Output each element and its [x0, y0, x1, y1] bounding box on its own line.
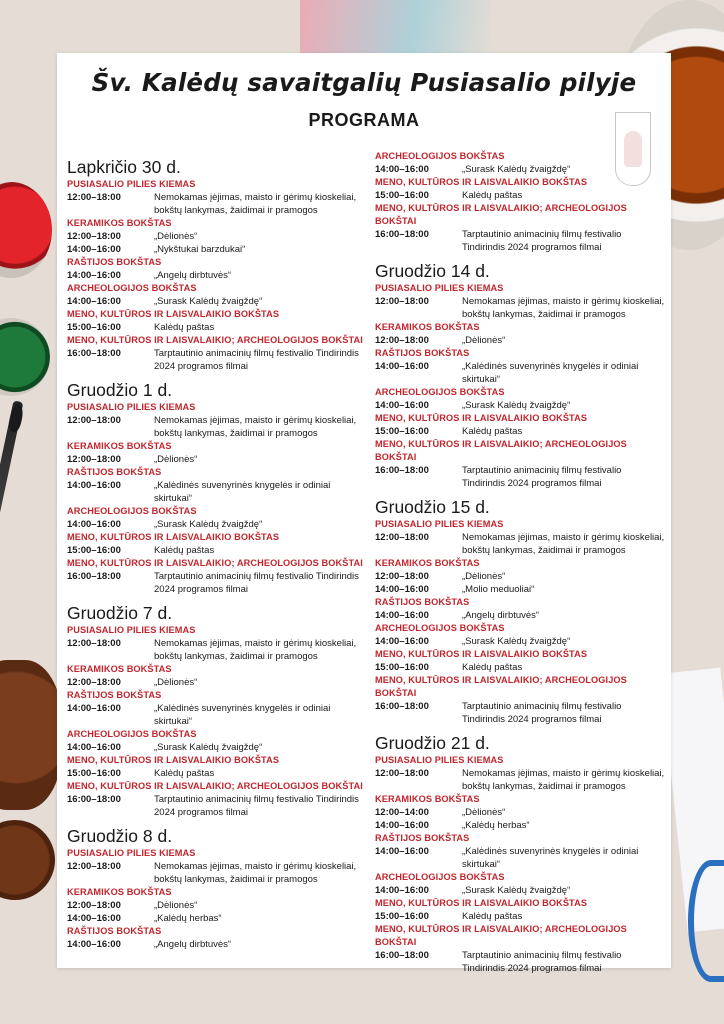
location-heading: KERAMIKOS BOKŠTAS	[375, 322, 480, 332]
event-time: 14:00–16:00	[67, 742, 121, 753]
event-description: Kalėdų paštas	[154, 322, 215, 333]
event-time: 12:00–18:00	[67, 231, 121, 242]
event-description: „Nykštukai barzdukai“	[154, 244, 246, 255]
event-time: 14:00–16:00	[375, 400, 429, 411]
event-row	[375, 635, 665, 648]
event-description: Kalėdų paštas	[154, 545, 215, 556]
event-description: Nemokamas įėjimas, maisto ir gėrimų kioskeliai, bokštų lankymas, žaidimai ir pramogos	[154, 192, 357, 216]
event-time: 16:00–18:00	[67, 571, 121, 582]
event-row	[375, 700, 665, 726]
event-time: 14:00–16:00	[375, 361, 429, 372]
event-description: Kalėdų paštas	[154, 768, 215, 779]
day-title: Gruodžio 14 d.	[375, 261, 490, 281]
page-subtitle: PROGRAMA	[308, 110, 420, 130]
location-heading: KERAMIKOS BOKŠTAS	[67, 218, 172, 228]
day-title: Gruodžio 15 d.	[375, 497, 490, 517]
event-row	[67, 860, 367, 886]
schedule-column-right	[375, 150, 665, 975]
day-block	[375, 260, 665, 490]
event-row	[67, 702, 367, 728]
green-paint-pot-decoration	[0, 318, 50, 396]
location-heading: KERAMIKOS BOKŠTAS	[375, 558, 480, 568]
event-row	[67, 295, 367, 308]
event-row	[375, 884, 665, 897]
event-time: 14:00–16:00	[67, 703, 121, 714]
event-time: 16:00–18:00	[375, 701, 429, 712]
event-time: 14:00–16:00	[375, 584, 429, 595]
event-description: „Kalėdinės suvenyrinės knygelės ir odiniai skirtukai“	[462, 846, 639, 870]
event-row	[67, 414, 367, 440]
location-heading: PUSIASALIO PILIES KIEMAS	[67, 848, 196, 858]
event-row	[67, 767, 367, 780]
event-row	[67, 912, 367, 925]
event-row	[67, 230, 367, 243]
event-description: „Kalėdinės suvenyrinės knygelės ir odiniai skirtukai“	[154, 480, 331, 504]
event-row	[67, 518, 367, 531]
event-time: 15:00–16:00	[375, 911, 429, 922]
location-heading: MENO, KULTŪROS IR LAISVALAIKIO BOKŠTAS	[375, 413, 588, 423]
event-description: „Surask Kalėdų žvaigždę“	[462, 636, 571, 647]
event-row	[375, 295, 665, 321]
event-time: 14:00–16:00	[375, 164, 429, 175]
event-row	[67, 347, 367, 373]
location-heading: MENO, KULTŪROS IR LAISVALAIKIO; ARCHEOLOGIJOS BOKŠTAI	[375, 439, 627, 462]
event-row	[375, 425, 665, 438]
event-time: 12:00–18:00	[67, 900, 121, 911]
event-description: „Dėlionės“	[154, 231, 198, 242]
event-description: „Dėlionės“	[154, 900, 198, 911]
event-time: 15:00–16:00	[375, 190, 429, 201]
event-time: 14:00–16:00	[375, 846, 429, 857]
location-heading: MENO, KULTŪROS IR LAISVALAIKIO BOKŠTAS	[67, 755, 280, 765]
location-heading: MENO, KULTŪROS IR LAISVALAIKIO BOKŠTAS	[375, 898, 588, 908]
location-heading: RAŠTIJOS BOKŠTAS	[375, 348, 470, 358]
event-description: „Angelų dirbtuvės“	[154, 270, 232, 281]
event-row	[375, 845, 665, 871]
event-time: 15:00–16:00	[375, 662, 429, 673]
day-title: Gruodžio 8 d.	[67, 826, 173, 846]
location-heading: PUSIASALIO PILIES KIEMAS	[375, 519, 504, 529]
event-row	[67, 899, 367, 912]
event-time: 12:00–18:00	[67, 415, 121, 426]
event-description: „Surask Kalėdų žvaigždę“	[154, 519, 263, 530]
event-time: 16:00–18:00	[375, 465, 429, 476]
day-title: Gruodžio 7 d.	[67, 603, 173, 623]
event-description: „Kalėdinės suvenyrinės knygelės ir odiniai skirtukai“	[154, 703, 331, 727]
event-time: 14:00–16:00	[375, 610, 429, 621]
event-row	[375, 531, 665, 557]
day-title: Gruodžio 21 d.	[375, 733, 490, 753]
event-row	[67, 570, 367, 596]
event-description: Nemokamas įėjimas, maisto ir gėrimų kioskeliai, bokštų lankymas, žaidimai ir pramogos	[462, 768, 665, 792]
location-heading: RAŠTIJOS BOKŠTAS	[67, 690, 162, 700]
event-time: 14:00–16:00	[67, 270, 121, 281]
location-heading: MENO, KULTŪROS IR LAISVALAIKIO; ARCHEOLOGIJOS BOKŠTAI	[67, 558, 363, 568]
event-description: „Angelų dirbtuvės“	[154, 939, 232, 950]
event-description: „Surask Kalėdų žvaigždę“	[462, 885, 571, 896]
location-heading: PUSIASALIO PILIES KIEMAS	[67, 179, 196, 189]
scissors-decoration	[688, 860, 724, 982]
location-heading: MENO, KULTŪROS IR LAISVALAIKIO; ARCHEOLOGIJOS BOKŠTAI	[67, 781, 363, 791]
location-heading: RAŠTIJOS BOKŠTAS	[375, 597, 470, 607]
event-description: Nemokamas įėjimas, maisto ir gėrimų kioskeliai, bokštų lankymas, žaidimai ir pramogos	[462, 296, 665, 320]
schedule-column-left	[67, 150, 367, 951]
day-title: Lapkričio 30 d.	[67, 157, 181, 177]
event-time: 12:00–18:00	[67, 454, 121, 465]
event-description: „Molio meduoliai“	[462, 584, 535, 595]
event-description: Nemokamas įėjimas, maisto ir gėrimų kioskeliai, bokštų lankymas, žaidimai ir pramogos	[462, 532, 665, 556]
event-row	[375, 334, 665, 347]
event-time: 12:00–18:00	[375, 296, 429, 307]
event-description: Tarptautinio animacinių filmų festivalio Tindirindis 2024 programos filmai	[462, 465, 622, 489]
location-heading: RAŠTIJOS BOKŠTAS	[375, 833, 470, 843]
event-description: „Surask Kalėdų žvaigždę“	[154, 742, 263, 753]
location-heading: MENO, KULTŪROS IR LAISVALAIKIO BOKŠTAS	[375, 177, 588, 187]
event-row	[375, 767, 665, 793]
location-heading: MENO, KULTŪROS IR LAISVALAIKIO; ARCHEOLOGIJOS BOKŠTAI	[67, 335, 363, 345]
location-heading: MENO, KULTŪROS IR LAISVALAIKIO; ARCHEOLOGIJOS BOKŠTAI	[375, 203, 627, 226]
location-heading: KERAMIKOS BOKŠTAS	[67, 887, 172, 897]
location-heading: RAŠTIJOS BOKŠTAS	[67, 467, 162, 477]
event-row	[375, 819, 665, 832]
event-description: „Kalėdinės suvenyrinės knygelės ir odiniai skirtukai“	[462, 361, 639, 385]
location-heading: ARCHEOLOGIJOS BOKŠTAS	[375, 387, 505, 397]
day-title: Gruodžio 1 d.	[67, 380, 173, 400]
location-heading: PUSIASALIO PILIES KIEMAS	[67, 402, 196, 412]
location-heading: MENO, KULTŪROS IR LAISVALAIKIO BOKŠTAS	[67, 532, 280, 542]
event-row	[67, 544, 367, 557]
location-heading: ARCHEOLOGIJOS BOKŠTAS	[375, 872, 505, 882]
event-description: Kalėdų paštas	[462, 662, 523, 673]
location-heading: RAŠTIJOS BOKŠTAS	[67, 257, 162, 267]
event-time: 12:00–18:00	[67, 192, 121, 203]
event-description: „Dėlionės“	[462, 807, 506, 818]
event-time: 16:00–18:00	[67, 794, 121, 805]
event-time: 15:00–16:00	[67, 768, 121, 779]
event-time: 15:00–16:00	[67, 322, 121, 333]
event-description: Tarptautinio animacinių filmų festivalio Tindirindis 2024 programos filmai	[462, 950, 622, 974]
event-description: Kalėdų paštas	[462, 190, 523, 201]
location-heading: MENO, KULTŪROS IR LAISVALAIKIO; ARCHEOLOGIJOS BOKŠTAI	[375, 924, 627, 947]
event-row	[67, 243, 367, 256]
event-time: 14:00–16:00	[67, 913, 121, 924]
location-heading: PUSIASALIO PILIES KIEMAS	[375, 755, 504, 765]
location-heading: RAŠTIJOS BOKŠTAS	[67, 926, 162, 936]
event-time: 12:00–18:00	[67, 861, 121, 872]
location-heading: KERAMIKOS BOKŠTAS	[375, 794, 480, 804]
event-description: „Kalėdų herbas“	[154, 913, 222, 924]
location-heading: ARCHEOLOGIJOS BOKŠTAS	[67, 506, 197, 516]
event-description: „Kalėdų herbas“	[462, 820, 530, 831]
event-row	[375, 228, 665, 254]
event-row	[67, 191, 367, 217]
location-heading: PUSIASALIO PILIES KIEMAS	[67, 625, 196, 635]
pastel-swatch-decoration	[300, 0, 490, 55]
event-row	[375, 806, 665, 819]
location-heading: ARCHEOLOGIJOS BOKŠTAS	[67, 283, 197, 293]
event-time: 16:00–18:00	[67, 348, 121, 359]
event-description: „Dėlionės“	[462, 571, 506, 582]
event-time: 12:00–18:00	[375, 571, 429, 582]
gingerbread-cookie-decoration	[0, 660, 62, 810]
location-heading: MENO, KULTŪROS IR LAISVALAIKIO BOKŠTAS	[375, 649, 588, 659]
day-block	[67, 156, 367, 373]
event-time: 12:00–18:00	[375, 532, 429, 543]
day-block	[67, 602, 367, 819]
event-row	[375, 163, 665, 176]
page-title: Šv. Kalėdų savaitgalių Pusiasalio pilyje	[91, 68, 637, 97]
event-row	[375, 910, 665, 923]
event-row	[375, 583, 665, 596]
location-heading: MENO, KULTŪROS IR LAISVALAIKIO; ARCHEOLOGIJOS BOKŠTAI	[375, 675, 627, 698]
event-row	[67, 637, 367, 663]
event-description: „Surask Kalėdų žvaigždę“	[154, 296, 263, 307]
location-heading: KERAMIKOS BOKŠTAS	[67, 441, 172, 451]
location-heading: ARCHEOLOGIJOS BOKŠTAS	[67, 729, 197, 739]
location-heading: ARCHEOLOGIJOS BOKŠTAS	[375, 623, 505, 633]
event-description: „Dėlionės“	[154, 454, 198, 465]
event-time: 12:00–14:00	[375, 807, 429, 818]
red-paint-pot-decoration	[0, 182, 52, 278]
event-time: 12:00–18:00	[375, 335, 429, 346]
event-row	[67, 676, 367, 689]
event-row	[375, 661, 665, 674]
day-block	[375, 496, 665, 726]
event-description: Tarptautinio animacinių filmų festivalio Tindirindis 2024 programos filmai	[462, 229, 622, 253]
event-time: 14:00–16:00	[67, 480, 121, 491]
event-row	[375, 570, 665, 583]
event-time: 14:00–16:00	[375, 885, 429, 896]
event-time: 12:00–18:00	[67, 677, 121, 688]
event-description: Kalėdų paštas	[462, 911, 523, 922]
day-block	[375, 150, 665, 254]
event-row	[67, 479, 367, 505]
event-time: 12:00–18:00	[375, 768, 429, 779]
event-description: „Surask Kalėdų žvaigždę“	[462, 164, 571, 175]
event-description: Nemokamas įėjimas, maisto ir gėrimų kioskeliai, bokštų lankymas, žaidimai ir pramogos	[154, 861, 357, 885]
event-row	[375, 949, 665, 975]
day-block	[375, 732, 665, 975]
event-description: „Dėlionės“	[154, 677, 198, 688]
event-time: 14:00–16:00	[375, 636, 429, 647]
day-block	[67, 825, 367, 951]
location-heading: ARCHEOLOGIJOS BOKŠTAS	[375, 151, 505, 161]
event-row	[67, 321, 367, 334]
location-heading: MENO, KULTŪROS IR LAISVALAIKIO BOKŠTAS	[67, 309, 280, 319]
event-time: 14:00–16:00	[67, 296, 121, 307]
location-heading: PUSIASALIO PILIES KIEMAS	[375, 283, 504, 293]
event-row	[67, 741, 367, 754]
event-row	[375, 399, 665, 412]
event-description: Nemokamas įėjimas, maisto ir gėrimų kioskeliai, bokštų lankymas, žaidimai ir pramogos	[154, 638, 357, 662]
event-row	[67, 938, 367, 951]
event-description: Tarptautinio animacinių filmų festivalio Tindirindis 2024 programos filmai	[462, 701, 622, 725]
event-description: Nemokamas įėjimas, maisto ir gėrimų kioskeliai, bokštų lankymas, žaidimai ir pramogos	[154, 415, 357, 439]
event-row	[67, 453, 367, 466]
event-description: „Surask Kalėdų žvaigždę“	[462, 400, 571, 411]
event-row	[375, 609, 665, 622]
location-heading: KERAMIKOS BOKŠTAS	[67, 664, 172, 674]
event-time: 14:00–16:00	[67, 519, 121, 530]
event-row	[375, 189, 665, 202]
event-time: 14:00–16:00	[375, 820, 429, 831]
event-row	[375, 464, 665, 490]
event-time: 16:00–18:00	[375, 950, 429, 961]
event-time: 15:00–16:00	[67, 545, 121, 556]
event-row	[375, 360, 665, 386]
event-time: 16:00–18:00	[375, 229, 429, 240]
event-time: 15:00–16:00	[375, 426, 429, 437]
event-time: 14:00–16:00	[67, 939, 121, 950]
event-description: Kalėdų paštas	[462, 426, 523, 437]
event-time: 14:00–16:00	[67, 244, 121, 255]
event-description: Tarptautinio animacinių filmų festivalio Tindirindis 2024 programos filmai	[154, 794, 359, 818]
event-row	[67, 269, 367, 282]
gingerbread-cookie-decoration-2	[0, 820, 55, 900]
event-description: Tarptautinio animacinių filmų festivalio Tindirindis 2024 programos filmai	[154, 571, 359, 595]
event-time: 12:00–18:00	[67, 638, 121, 649]
event-description: „Dėlionės“	[462, 335, 506, 346]
event-row	[67, 793, 367, 819]
paint-brush-tip-decoration	[7, 403, 25, 433]
event-description: „Angelų dirbtuvės“	[462, 610, 540, 621]
day-block	[67, 379, 367, 596]
event-description: Tarptautinio animacinių filmų festivalio Tindirindis 2024 programos filmai	[154, 348, 359, 372]
